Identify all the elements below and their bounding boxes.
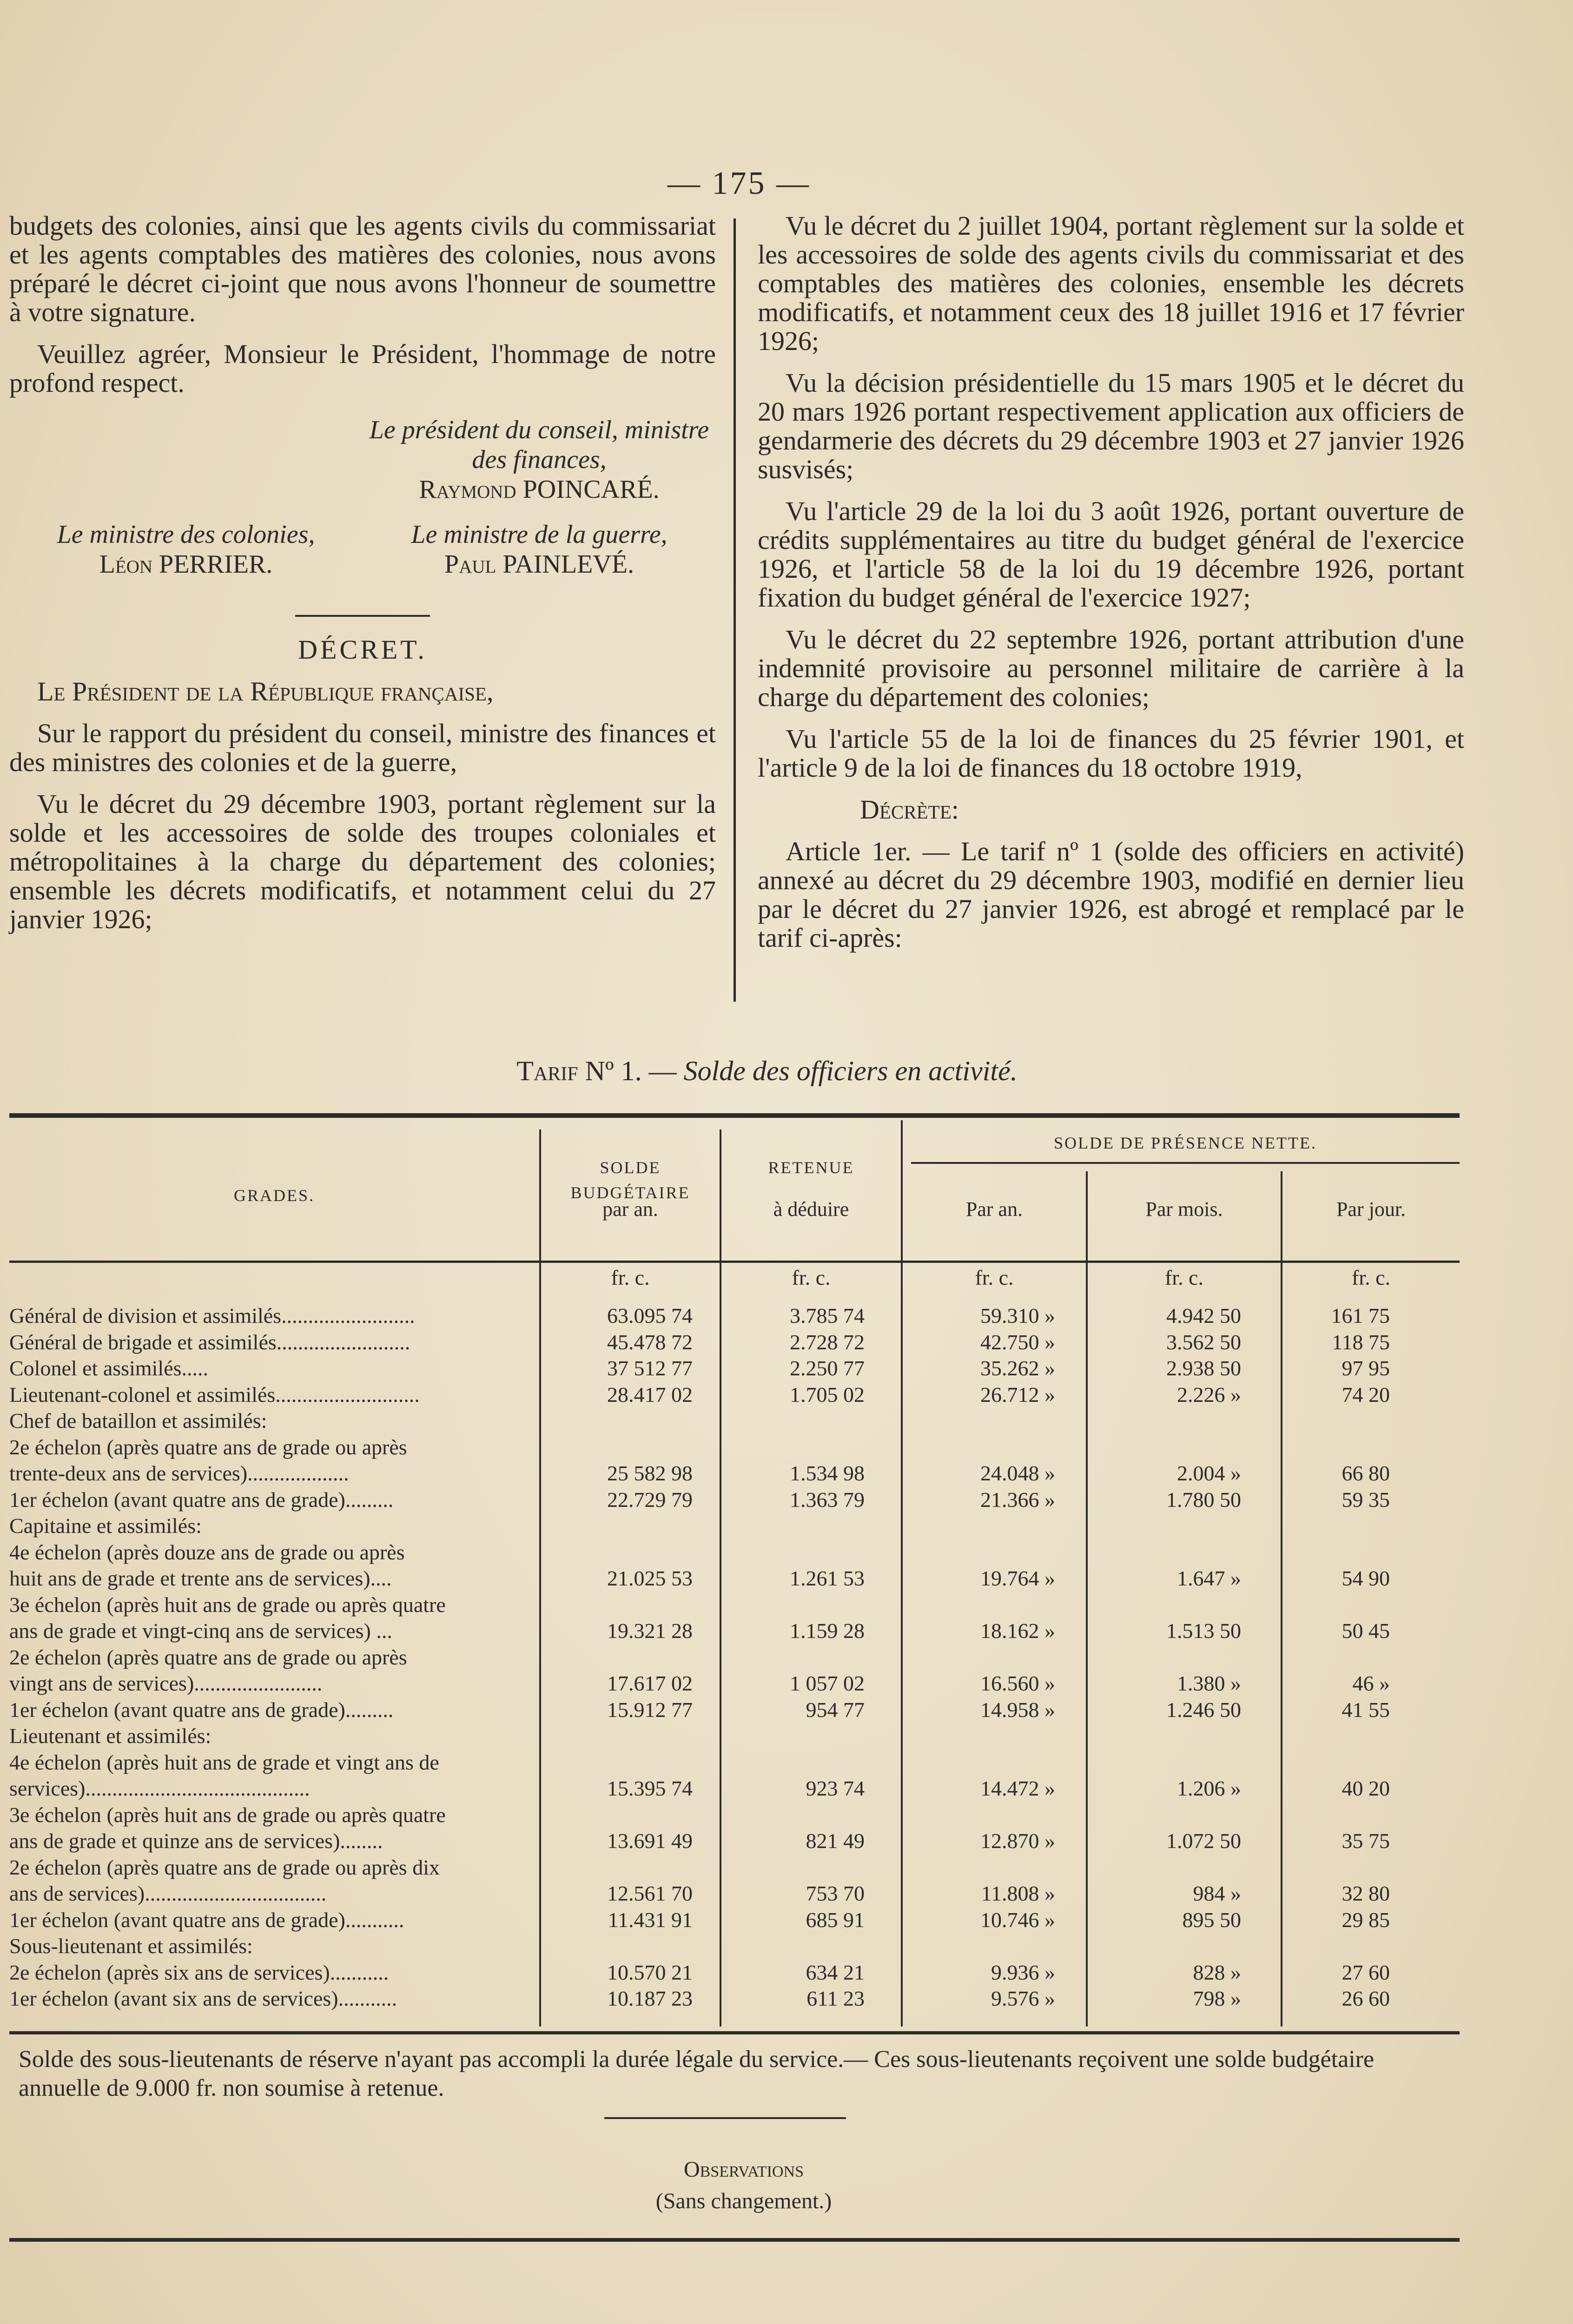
cell-an: 24.048 » [980, 1461, 1055, 1485]
signature-title: Le ministre des colonies, [57, 520, 315, 549]
grade-label: 2e échelon (après quatre ans de grade ou après [9, 1645, 407, 1669]
table-row [9, 1908, 1460, 1932]
table-row [9, 1488, 1460, 1512]
table-bottom-rule [9, 2031, 1460, 2034]
cell-solde: 15.395 74 [607, 1776, 693, 1800]
cell-solde: 15.912 77 [607, 1698, 693, 1722]
cell-retenue: 1.363 79 [790, 1488, 865, 1512]
grade-label: 1er échelon (avant quatre ans de grade)........... [9, 1908, 404, 1932]
cell-retenue: 954 77 [806, 1698, 865, 1722]
cell-jour: 54 90 [1342, 1566, 1390, 1590]
cell-mois: 1.513 50 [1166, 1619, 1241, 1643]
cell-retenue: 685 91 [806, 1908, 865, 1932]
cell-mois: 798 » [1193, 1987, 1241, 2010]
cell-an: 18.162 » [980, 1619, 1055, 1643]
grade-label: 1er échelon (avant quatre ans de grade)......... [9, 1488, 394, 1512]
grade-label: Lieutenant-colonel et assimilés........................... [9, 1383, 420, 1406]
header-bottom-rule [9, 1261, 1460, 1263]
cell-an: 35.262 » [980, 1356, 1055, 1380]
cell-mois: 1.380 » [1177, 1671, 1241, 1695]
table-row [9, 1961, 1460, 1985]
footnote: Solde des sous-lieutenants de réserve n'ayant pas accompli la durée légale du service.— Ces sous-lieutenants reçoivent une solde budgétaire annuelle de 9.000 fr. non soumise à retenue. [19, 2046, 1375, 2101]
cell-solde: 22.729 79 [607, 1488, 693, 1512]
cell-jour: 26 60 [1342, 1987, 1390, 2010]
grade-label: 3e échelon (après huit ans de grade ou après quatre [9, 1803, 446, 1827]
table-row [9, 1882, 1460, 1906]
tarif-title-prefix: Tarif Nº 1. — [516, 1056, 677, 1086]
cell-an: 19.764 » [980, 1566, 1055, 1590]
table-row [9, 1934, 1460, 1958]
cell-jour: 40 20 [1342, 1776, 1390, 1800]
cell-an: 42.750 » [980, 1330, 1055, 1354]
page-number: — 175 — [668, 165, 811, 201]
cell-an: 9.576 » [991, 1987, 1055, 2010]
paragraph: Vu la décision présidentielle du 15 mars 1905 et le décret du 20 mars 1926 portant respectivement application aux officiers de gendarmerie des décrets du 29 décembre 1903 et 27 janvier 1926 susvisés; [758, 368, 1464, 484]
signature-name: Léon PERRIER. [99, 550, 273, 579]
cell-jour: 74 20 [1342, 1383, 1390, 1406]
cell-mois: 895 50 [1182, 1908, 1241, 1932]
table-row [9, 1987, 1460, 2011]
cell-an: 26.712 » [980, 1383, 1055, 1406]
cell-an: 12.870 » [980, 1829, 1055, 1853]
header-par-mois: Par mois. [1145, 1198, 1223, 1221]
cell-mois: 2.004 » [1177, 1461, 1241, 1485]
header-par-an: Par an. [965, 1198, 1023, 1221]
separator [604, 2117, 846, 2119]
grade-label: Colonel et assimilés..... [9, 1356, 209, 1380]
cell-retenue: 1 057 02 [790, 1671, 865, 1695]
table-row [9, 1671, 1460, 1696]
cell-jour: 59 35 [1342, 1488, 1390, 1512]
cell-mois: 1.206 » [1177, 1776, 1241, 1800]
cell-jour: 161 75 [1331, 1304, 1390, 1327]
cell-an: 14.958 » [980, 1698, 1055, 1722]
presence-rule [911, 1162, 1460, 1164]
paragraph: Vu le décret du 2 juillet 1904, portant règlement sur la solde et les accessoires de solde des agents civils du commissariat et des comptables des matières des colonies, ensemble les décrets modificatifs, et notamment ceux des 18 juillet 1916 et 17 février 1926; [758, 211, 1464, 356]
grade-label: 3e échelon (après huit ans de grade ou après quatre [9, 1593, 446, 1617]
cell-an: 16.560 » [980, 1671, 1055, 1695]
signature-name: Paul PAINLEVÉ. [444, 550, 634, 579]
grade-label: Chef de bataillon et assimilés: [9, 1409, 267, 1433]
grade-label: Général de division et assimilés......................... [9, 1304, 415, 1327]
grade-label: services).......................................... [9, 1776, 310, 1800]
grade-label: 2e échelon (après six ans de services)........... [9, 1961, 389, 1984]
table-row [9, 1776, 1460, 1801]
signature-title: Le président du conseil, ministre des finances, [369, 416, 709, 474]
table-row [9, 1409, 1460, 1433]
tarif-title [465, 1055, 1069, 1087]
signature-name: Raymond POINCARÉ. [419, 475, 660, 504]
table-row [9, 1540, 1460, 1565]
observations-text: (Sans changement.) [655, 2189, 832, 2213]
paragraph: Le Président de la République française, [37, 676, 494, 706]
paragraph: Vu le décret du 22 septembre 1926, portant attribution d'une indemnité provisoire au personnel militaire de carrière à la charge du département des colonies; [758, 624, 1464, 712]
cell-retenue: 1.261 53 [790, 1566, 865, 1590]
cell-solde: 13.691 49 [607, 1829, 693, 1853]
paragraph: Vu l'article 55 de la loi de finances du 25 février 1901, et l'article 9 de la loi de finances du 18 octobre 1919, [758, 724, 1464, 783]
table-row [9, 1356, 1460, 1380]
cell-mois: 2.226 » [1177, 1383, 1241, 1406]
cell-jour: 97 95 [1342, 1356, 1390, 1380]
grade-label: vingt ans de services)........................ [9, 1671, 323, 1695]
cell-mois: 2.938 50 [1166, 1356, 1241, 1380]
unit-label: fr. c. [1351, 1266, 1390, 1289]
table-row [9, 1855, 1460, 1880]
cell-an: 59.310 » [980, 1304, 1055, 1327]
grade-label: 2e échelon (après quatre ans de grade ou après [9, 1435, 407, 1459]
grade-label: 1er échelon (avant six ans de services)........... [9, 1987, 397, 2010]
header-par-jour: Par jour. [1336, 1198, 1406, 1221]
cell-solde: 10.187 23 [607, 1987, 693, 2010]
cell-retenue: 821 49 [806, 1829, 865, 1853]
cell-retenue: 1.534 98 [790, 1461, 865, 1485]
header-presence: SOLDE DE PRÉSENCE NETTE. [1054, 1134, 1317, 1152]
tarif-title-italic: Solde des officiers en activité. [683, 1056, 1018, 1086]
cell-mois: 4.942 50 [1166, 1304, 1241, 1327]
cell-mois: 1.647 » [1177, 1566, 1241, 1590]
header-solde-1: SOLDE BUDGÉTAIRE [570, 1158, 690, 1202]
header-retenue-1: RETENUE [768, 1158, 854, 1177]
cell-solde: 37 512 77 [607, 1356, 693, 1380]
cell-jour: 32 80 [1342, 1882, 1390, 1905]
grade-label: huit ans de grade et trente ans de services).... [9, 1566, 392, 1590]
cell-retenue: 611 23 [806, 1987, 865, 2010]
cell-solde: 10.570 21 [607, 1961, 693, 1984]
table-row [9, 1593, 1460, 1617]
paragraph: Vu le décret du 29 décembre 1903, portant règlement sur la solde et les accessoires de solde des troupes coloniales et métropolitaines à la charge du département des colonies; ensemble les décrets modificatifs, et notamment celui du 27 janvier 1926; [9, 789, 716, 934]
grade-label: Capitaine et assimilés: [9, 1514, 202, 1538]
cell-retenue: 634 21 [806, 1961, 865, 1984]
paragraph: Article 1er. — Le tarif nº 1 (solde des officiers en activité) annexé au décret du 29 décembre 1903, modifié en dernier lieu par le décret du 27 janvier 1926, est abrogé et remplacé par le tarif ci-après: [758, 836, 1464, 953]
grade-label: trente-deux ans de services)................... [9, 1461, 349, 1485]
signature-guerre [363, 520, 716, 579]
cell-jour: 35 75 [1342, 1829, 1390, 1853]
decrete-heading: Décrète: [860, 794, 959, 825]
cell-mois: 3.562 50 [1166, 1330, 1241, 1354]
table-row [9, 1803, 1460, 1827]
unit-label: fr. c. [975, 1266, 1014, 1289]
table-row [9, 1829, 1460, 1853]
cell-mois: 1.246 50 [1166, 1698, 1241, 1722]
cell-jour: 27 60 [1342, 1961, 1390, 1984]
grade-label: ans de grade et vingt-cinq ans de services) ... [9, 1619, 392, 1643]
table-row [9, 1330, 1460, 1354]
cell-jour: 41 55 [1342, 1698, 1390, 1722]
paragraph: budgets des colonies, ainsi que les agents civils du commissariat et les agents comptables des matières des colonies, nous avons préparé le décret ci-joint que nous avons l'honneur de soumettre à votre signature. [9, 211, 716, 327]
cell-solde: 11.431 91 [608, 1908, 693, 1932]
cell-mois: 1.072 50 [1166, 1829, 1241, 1853]
cell-retenue: 2.250 77 [790, 1356, 865, 1380]
cell-an: 21.366 » [980, 1488, 1055, 1512]
cell-solde: 25 582 98 [607, 1461, 693, 1485]
cell-mois: 1.780 50 [1166, 1488, 1241, 1512]
grade-label: 2e échelon (après quatre ans de grade ou après dix [9, 1855, 440, 1879]
unit-label: fr. c. [611, 1266, 650, 1289]
signature-colonies [9, 520, 363, 579]
cell-solde: 63.095 74 [607, 1304, 693, 1327]
cell-retenue: 923 74 [806, 1776, 865, 1800]
cell-mois: 828 » [1193, 1961, 1241, 1984]
separator [295, 615, 430, 617]
paragraph: Veuillez agréer, Monsieur le Président, l'hommage de notre profond respect. [9, 339, 716, 398]
table-row [9, 1566, 1460, 1591]
table-row [9, 1514, 1460, 1538]
page-bottom-rule [9, 2238, 1460, 2242]
grade-label: Lieutenant et assimilés: [9, 1724, 211, 1748]
unit-label: fr. c. [792, 1266, 831, 1289]
signatures [9, 410, 716, 601]
table-row [9, 1645, 1460, 1670]
table-row [9, 1698, 1460, 1722]
grade-label: 1er échelon (avant quatre ans de grade)......... [9, 1698, 394, 1722]
cell-an: 9.936 » [991, 1961, 1055, 1984]
cell-jour: 29 85 [1342, 1908, 1390, 1932]
unit-label: fr. c. [1164, 1266, 1203, 1289]
signature-title: Le ministre de la guerre, [411, 520, 668, 549]
left-column [9, 211, 716, 947]
table-row [9, 1619, 1460, 1643]
cell-retenue: 753 70 [806, 1882, 865, 1905]
cell-solde: 12.561 70 [607, 1882, 693, 1905]
header-grades: GRADES. [233, 1186, 315, 1205]
table-row [9, 1435, 1460, 1459]
cell-jour: 66 80 [1342, 1461, 1390, 1485]
cell-solde: 45.478 72 [607, 1330, 693, 1354]
decret-heading: DÉCRET. [298, 634, 427, 665]
column-divider [734, 218, 736, 1002]
cell-an: 11.808 » [981, 1882, 1055, 1905]
cell-retenue: 1.705 02 [790, 1383, 865, 1406]
grade-label: Général de brigade et assimilés......................... [9, 1330, 410, 1354]
grade-label: ans de grade et quinze ans de services)........ [9, 1829, 383, 1853]
table-row [9, 1750, 1460, 1775]
table-row [9, 1461, 1460, 1486]
cell-retenue: 1.159 28 [790, 1619, 865, 1643]
header-solde-2: par an. [602, 1198, 658, 1221]
grade-label: 4e échelon (après huit ans de grade et vingt ans de [9, 1750, 439, 1774]
cell-an: 14.472 » [980, 1776, 1055, 1800]
signature-president [363, 415, 716, 504]
observations-title: Observations [683, 2157, 804, 2182]
table-row [9, 1383, 1460, 1407]
cell-solde: 28.417 02 [607, 1383, 693, 1406]
table-row [9, 1724, 1460, 1748]
right-column [758, 211, 1464, 965]
cell-solde: 21.025 53 [607, 1566, 693, 1590]
grade-label: Sous-lieutenant et assimilés: [9, 1934, 253, 1958]
header-retenue-2: à déduire [773, 1198, 849, 1221]
table-top-rule [9, 1113, 1460, 1118]
cell-jour: 118 75 [1332, 1330, 1390, 1354]
grade-label: 4e échelon (après douze ans de grade ou après [9, 1540, 405, 1564]
cell-solde: 19.321 28 [607, 1619, 693, 1643]
cell-an: 10.746 » [980, 1908, 1055, 1932]
cell-jour: 46 » [1352, 1671, 1390, 1695]
cell-retenue: 3.785 74 [790, 1304, 865, 1327]
cell-retenue: 2.728 72 [790, 1330, 865, 1354]
cell-mois: 984 » [1193, 1882, 1241, 1905]
paragraph: Sur le rapport du président du conseil, ministre des finances et des ministres des colonies et de la guerre, [9, 718, 716, 777]
grade-label: ans de services).................................. [9, 1882, 327, 1905]
paragraph: Vu l'article 29 de la loi du 3 août 1926, portant ouverture de crédits supplémentaires au titre du budget général de l'exercice 1926, et l'article 58 de la loi du 19 décembre 1926, portant fixation du budget général de l'exercice 1927; [758, 496, 1464, 613]
cell-solde: 17.617 02 [607, 1671, 693, 1695]
table-row [9, 1304, 1460, 1328]
cell-jour: 50 45 [1342, 1619, 1390, 1643]
